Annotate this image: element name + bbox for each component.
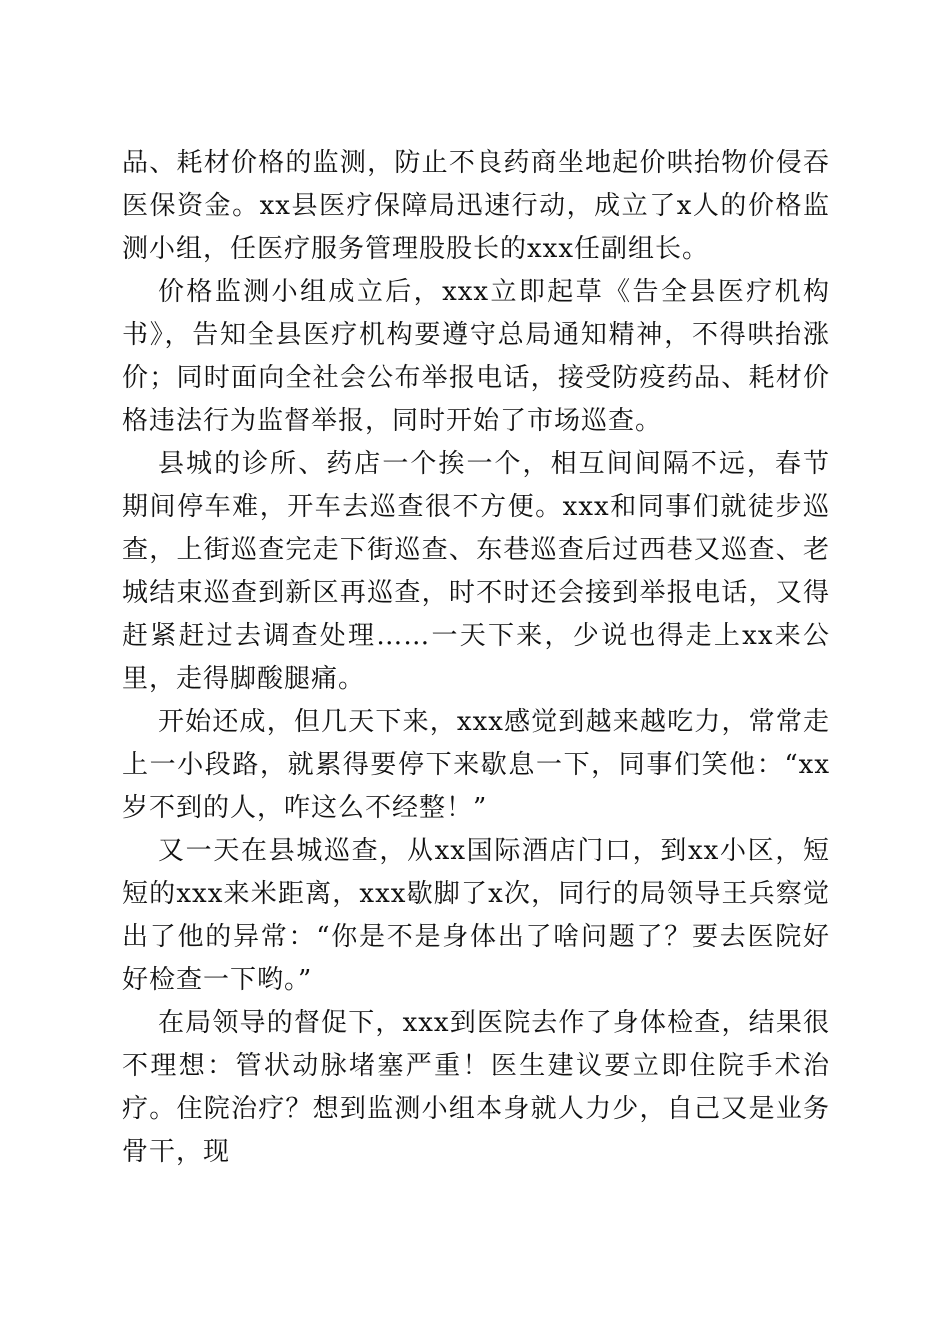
paragraph-hospital-check: 在局领导的督促下，xxx到医院去作了身体检查，结果很不理想：管状动脉堵塞严重！医生建议要立即住院手术治疗。住院治疗？想到监测小组本身就人力少，自己又是业务骨干，现	[122, 1008, 830, 1167]
paragraph-price-monitoring: 价格监测小组成立后，xxx立即起草《告全县医疗机构书》，告知全县医疗机构要遵守总局通知精神，不得哄抬涨价；同时面向全社会公布举报电话，接受防疫药品、耗材价格违法行为监督举报，同时开始了市场巡查。	[122, 277, 830, 436]
document-body	[122, 142, 830, 1174]
paragraph-continuation: 品、耗材价格的监测，防止不良药商坐地起价哄抬物价侵吞医保资金。xx县医疗保障局迅速行动，成立了x人的价格监测小组，任医疗服务管理股股长的xxx任副组长。	[122, 148, 830, 264]
paragraph-fatigue: 开始还成，但几天下来，xxx感觉到越来越吃力，常常走上一小段路，就累得要停下来歇息一下，同事们笑他：“xx岁不到的人，咋这么不经整！”	[122, 707, 830, 823]
paragraph-patrol: 县城的诊所、药店一个挨一个，相互间间隔不远，春节期间停车难，开车去巡查很不方便。xxx和同事们就徒步巡查，上街巡查完走下街巡查、东巷巡查后过西巷又巡查、老城结束巡查到新区再巡查，时不时还会接到举报电话，又得赶紧赶过去调查处理……一天下来，少说也得走上xx来公里，走得脚酸腿痛。	[122, 449, 830, 694]
paragraph-leader-notice: 又一天在县城巡查，从xx国际酒店门口，到xx小区，短短的xxx来米距离，xxx歇脚了x次，同行的局领导王兵察觉出了他的异常：“你是不是身体出了啥问题了？要去医院好好检查一下哟。”	[122, 836, 830, 995]
